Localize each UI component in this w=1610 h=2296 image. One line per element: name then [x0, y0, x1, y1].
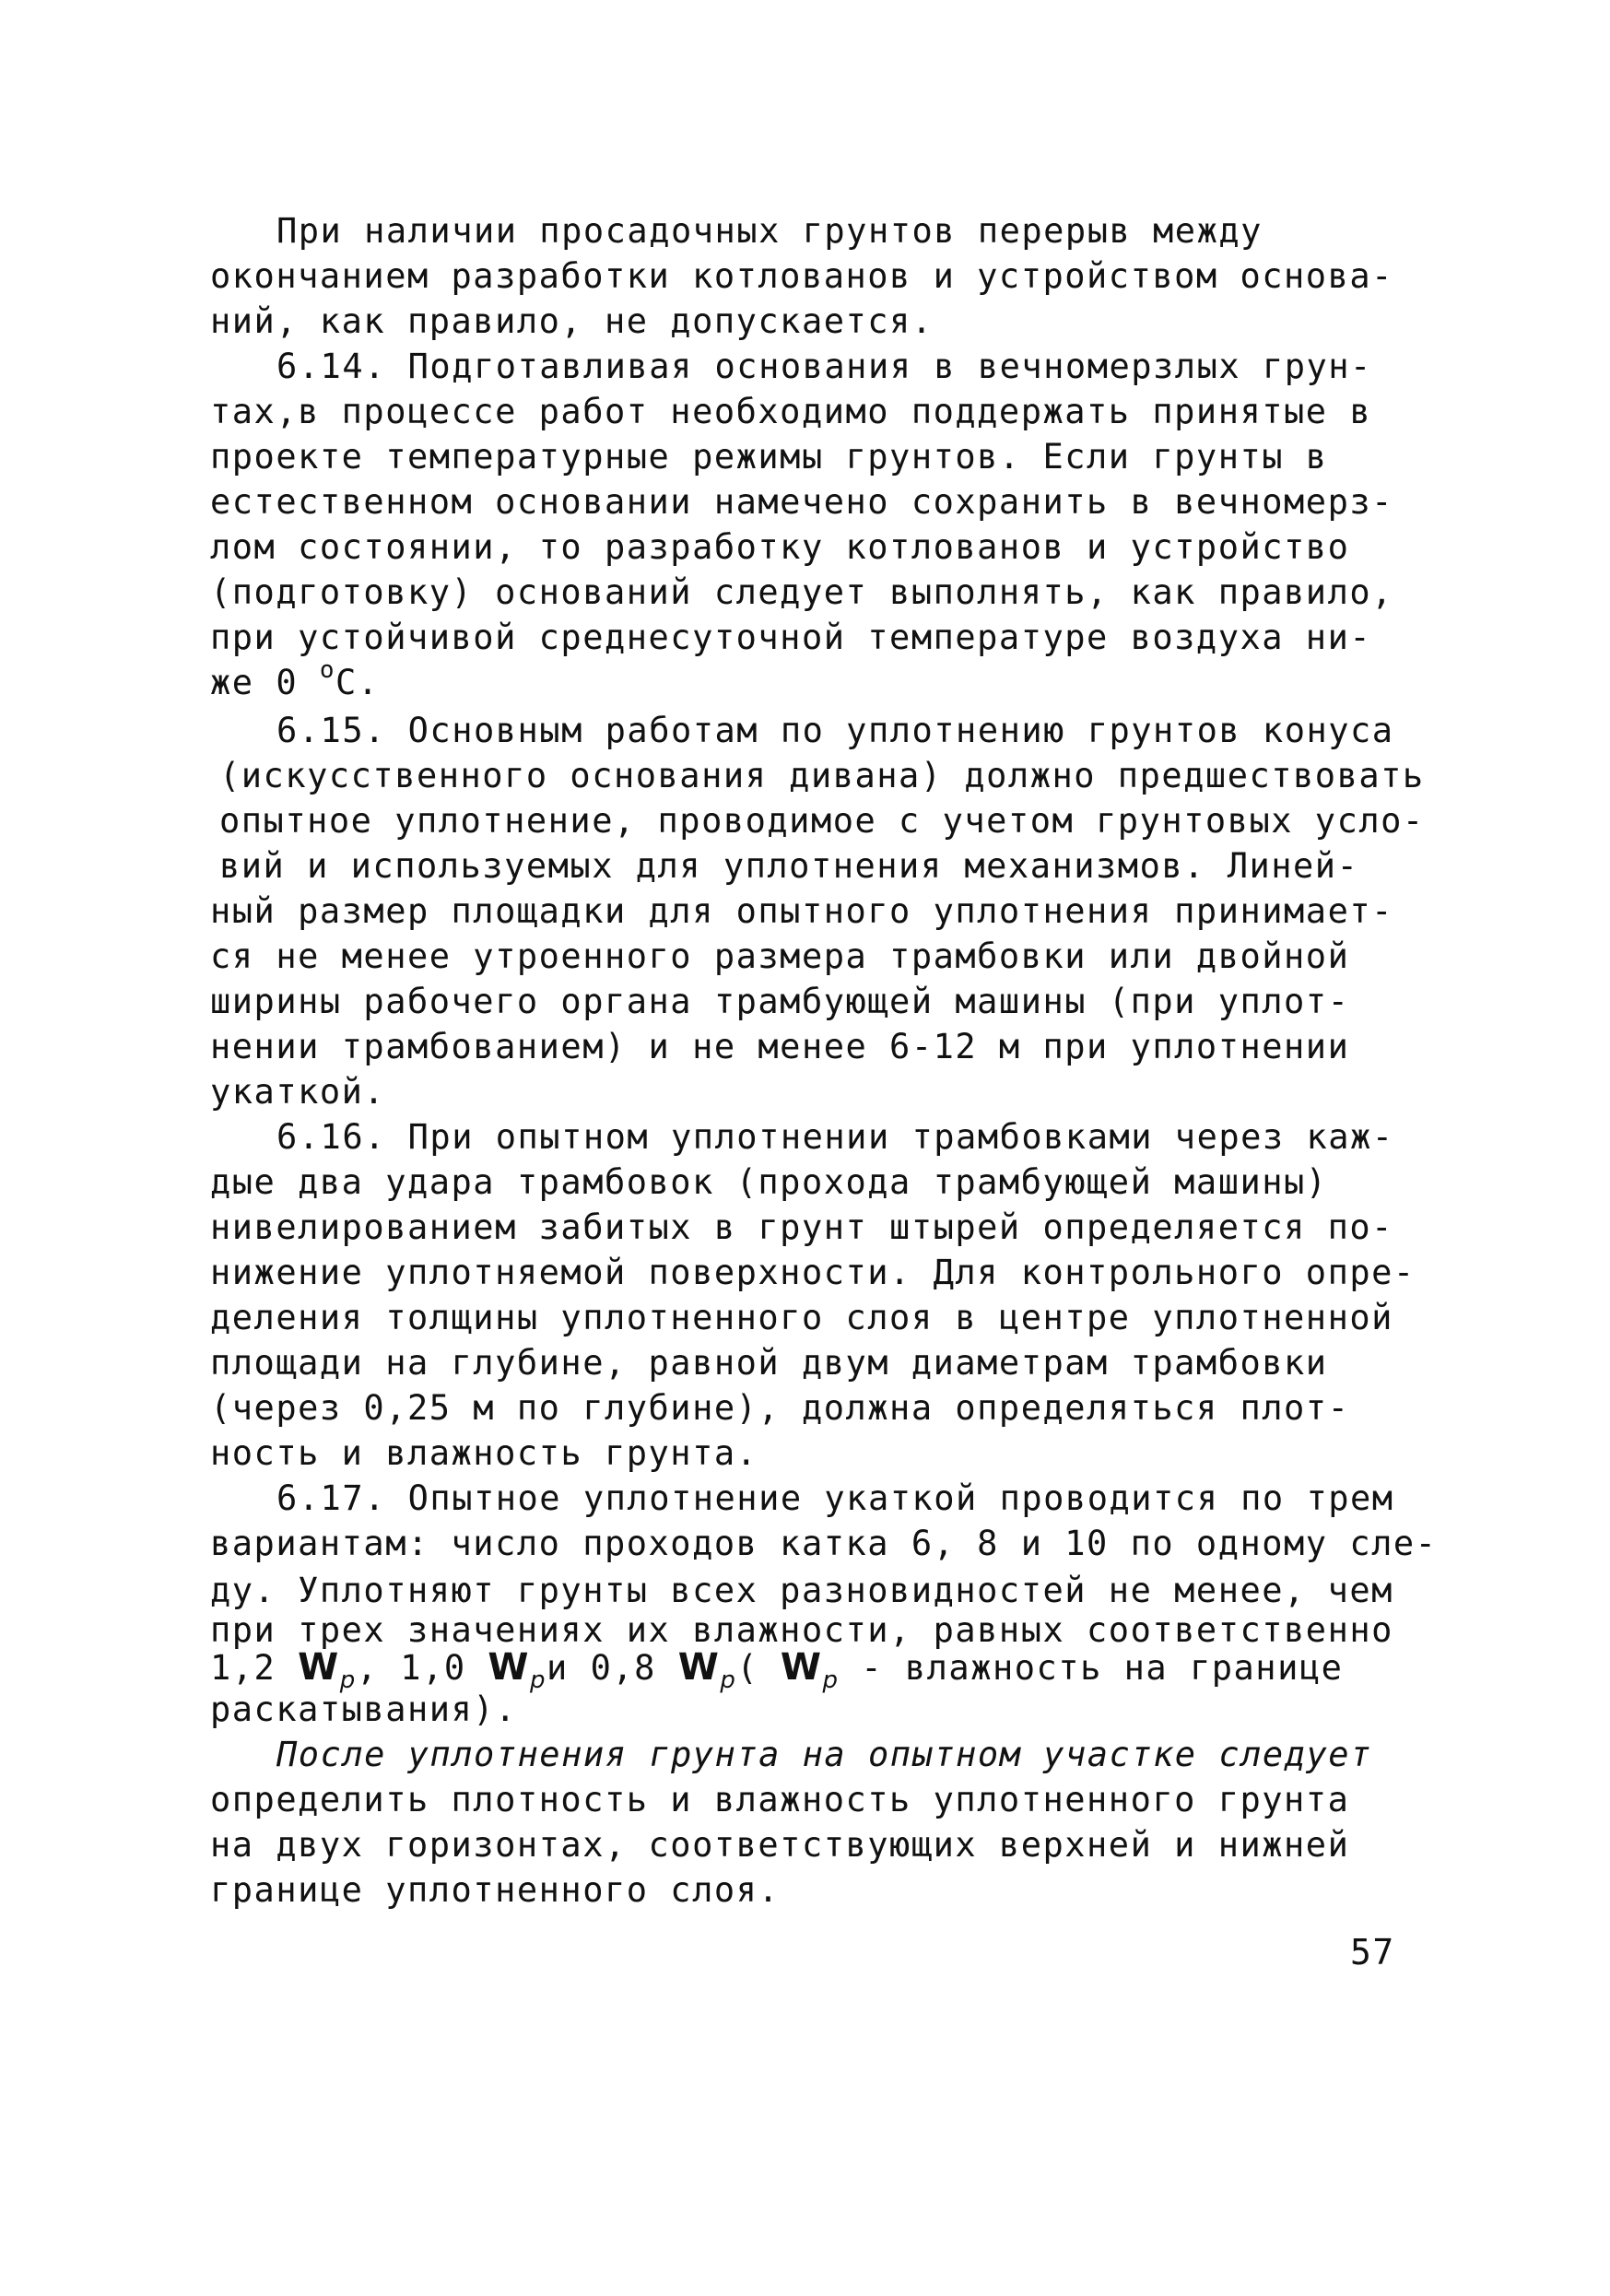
text-line: окончанием разработки котлованов и устройством основа-: [210, 256, 1393, 296]
text-fragment: 1,2: [210, 1648, 299, 1688]
text-line: границе уплотненного слоя.: [210, 1870, 781, 1910]
wp-symbol: $W_p$: [677, 1646, 737, 1694]
text-fragment: и 0,8: [546, 1648, 678, 1688]
text-line: раскатывания).: [210, 1690, 517, 1729]
text-line: опытное уплотнение, проводимое с учетом грунтовых усло-: [219, 801, 1425, 841]
text-line: проекте температурные режимы грунтов. Если грунты в: [210, 437, 1328, 477]
text-line: при трех значениях их влажности, равных соответственно: [210, 1610, 1393, 1650]
text-line: ный размер площадки для опытного уплотнения принимает-: [210, 891, 1393, 931]
section-6-16-line: 6.16. При опытном уплотнении трамбовками через каж-: [276, 1117, 1394, 1157]
wp-symbol: $W_p$: [780, 1646, 840, 1694]
text-line: вариантам: число проходов катка 6, 8 и 10 по одному сле-: [210, 1524, 1438, 1563]
wp-symbol: $W_p$: [488, 1646, 547, 1694]
section-6-17-line: 6.17. Опытное уплотнение укаткой проводится по трем: [276, 1478, 1394, 1518]
page-number: 57: [1350, 1932, 1395, 1972]
text-line: (подготовку) оснований следует выполнять, как правило,: [210, 572, 1393, 612]
text-fragment: C.: [335, 663, 380, 702]
text-line: определить плотность и влажность уплотненного грунта: [210, 1780, 1350, 1819]
text-fragment: (: [736, 1648, 781, 1688]
text-line: дые два удара трамбовок (прохода трамбующей машины): [210, 1162, 1328, 1202]
text-line: (через 0,25 м по глубине), должна определяться плот-: [210, 1388, 1350, 1428]
text-line: ний, как правило, не допускается.: [210, 301, 934, 341]
degree-sign: o: [319, 656, 336, 684]
text-line: вий и используемых для уплотнения механизмов. Линей-: [219, 846, 1359, 886]
text-line: при устойчивой среднесуточной температуре воздуха ни-: [210, 618, 1372, 657]
text-line: на двух горизонтах, соответствующих верхней и нижней: [210, 1825, 1350, 1865]
text-line: ность и влажность грунта.: [210, 1433, 758, 1473]
text-line: нивелированием забитых в грунт штырей определяется по-: [210, 1207, 1393, 1247]
text-line: естественном основании намечено сохранить в вечномерз-: [210, 482, 1393, 522]
text-line: ширины рабочего органа трамбующей машины (при уплот-: [210, 982, 1350, 1021]
text-line: ся не менее утроенного размера трамбовки или двойной: [210, 936, 1350, 976]
text-fragment: - влажность на границе: [839, 1648, 1344, 1688]
text-line: площади на глубине, равной двум диаметрам трамбовки: [210, 1343, 1328, 1383]
text-line: деления толщины уплотненного слоя в центре уплотненной: [210, 1298, 1393, 1337]
text-line: тах,в процессе работ необходимо поддержать принятые в: [210, 392, 1372, 431]
text-line: После уплотнения грунта на опытном участке следует: [276, 1735, 1372, 1774]
text-line: лом состоянии, то разработку котлованов и устройство: [210, 527, 1350, 567]
text-fragment: , 1,0: [356, 1648, 488, 1688]
wp-symbol: $W_p$: [298, 1646, 357, 1694]
text-line: При наличии просадочных грунтов перерыв между: [276, 211, 1263, 251]
text-line-temperature: [210, 656, 380, 708]
section-6-15-line: 6.15. Основным работам по уплотнению грунтов конуса: [276, 711, 1394, 750]
text-fragment: же 0: [210, 663, 320, 702]
text-line: укаткой.: [210, 1072, 386, 1112]
text-line: (искусственного основания дивана) должно предшествовать: [219, 756, 1425, 795]
section-6-14-line: 6.14. Подготавливая основания в вечномерзлых грун-: [276, 347, 1372, 386]
text-line: ду. Уплотняют грунты всех разновидностей не менее, чем: [210, 1571, 1393, 1610]
text-line: нижение уплотняемой поверхности. Для контрольного опре-: [210, 1253, 1416, 1292]
text-line: нении трамбованием) и не менее 6-12 м при уплотнении: [210, 1027, 1350, 1066]
